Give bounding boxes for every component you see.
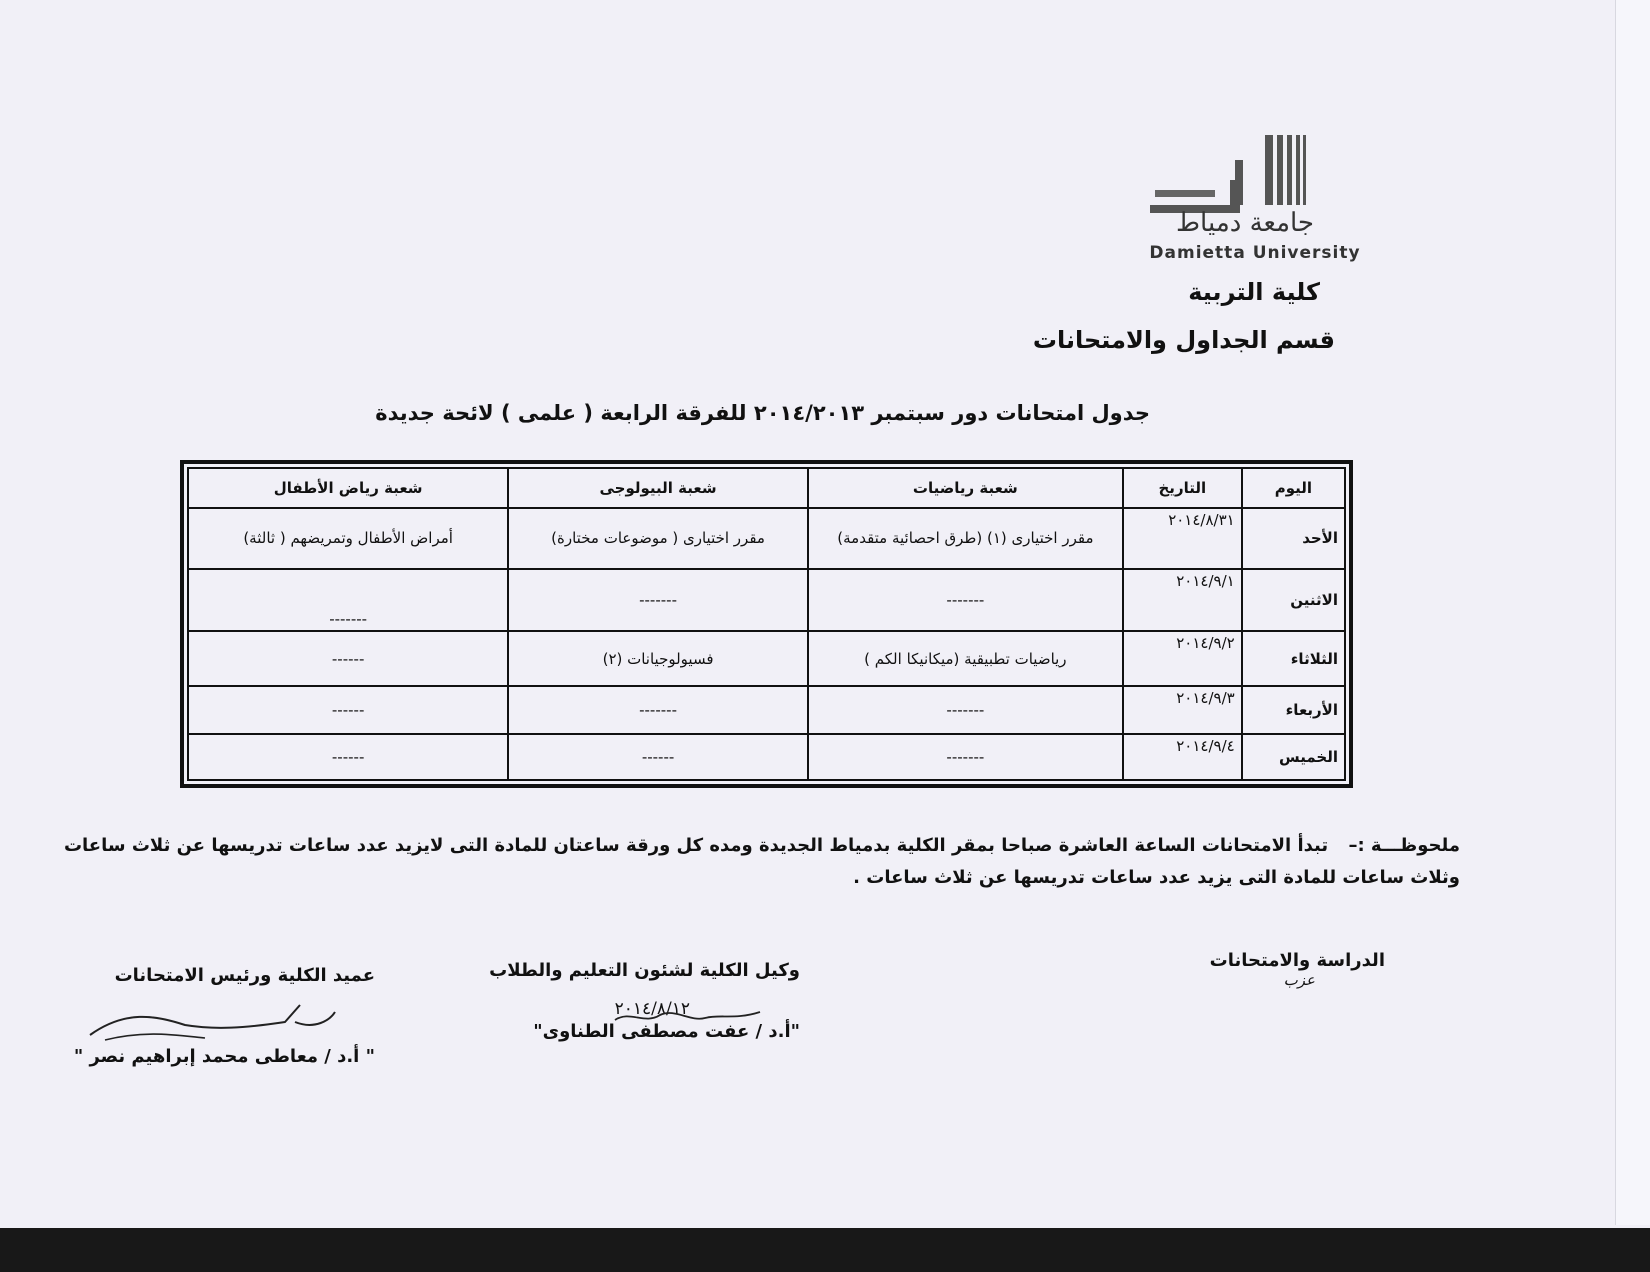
- table-row: [188, 631, 1345, 685]
- row-math: -------: [808, 569, 1123, 632]
- department-name: قسم الجداول والامتحانات: [1032, 326, 1335, 354]
- exam-note: [40, 830, 1460, 894]
- table-header-row: [188, 468, 1345, 508]
- dean-signature-icon: [85, 1000, 345, 1050]
- signature-studies: [1210, 950, 1385, 989]
- university-name-ar: جامعة دمياط: [1176, 208, 1314, 238]
- exam-schedule-table: [180, 460, 1353, 788]
- row-bio: -------: [508, 569, 808, 632]
- paper-edge: [1615, 0, 1650, 1225]
- studies-handwritten-mark: عزب: [1283, 971, 1315, 989]
- vice-dean-date: ٢٠١٤/٨/١٢: [614, 999, 690, 1019]
- row-day: الخميس: [1242, 734, 1345, 780]
- row-date: ٢٠١٤/٩/٤: [1123, 734, 1242, 780]
- row-bio: -------: [508, 686, 808, 734]
- table-row: [188, 508, 1345, 569]
- row-day: الأحد: [1242, 508, 1345, 569]
- row-kg: -------: [188, 569, 508, 632]
- table-row: [188, 686, 1345, 734]
- note-label: ملحوظـــة :–: [1348, 835, 1460, 856]
- table-row: [188, 734, 1345, 780]
- row-bio: ------: [508, 734, 808, 780]
- header-math: شعبة رياضيات: [808, 468, 1123, 508]
- vice-dean-name: "أ.د / عفت مصطفى الطناوى": [533, 1021, 800, 1042]
- header-day: اليوم: [1242, 468, 1345, 508]
- logo-mark-icon: [1135, 135, 1355, 215]
- note-text: تبدأ الامتحانات الساعة العاشرة صباحا بمقر الكلية بدمياط الجديدة ومده كل ورقة ساعتان للمادة التى لايزيد عدد ساعات تدريسها عن ثلاث ساعات وثلاث ساعات للمادة التى يزيد عدد ساعات تدريسها عن ثلاث ساعات .: [63, 835, 1460, 888]
- row-math: رياضيات تطبيقية (ميكانيكا الكم ): [808, 631, 1123, 685]
- row-day: الثلاثاء: [1242, 631, 1345, 685]
- studies-title: الدراسة والامتحانات: [1209, 950, 1385, 971]
- row-date: ٢٠١٤/٩/٣: [1123, 686, 1242, 734]
- document-title: جدول امتحانات دور سبتمبر ٢٠١٤/٢٠١٣ للفرقة الرابعة ( علمى ) لائحة جديدة: [375, 401, 1150, 425]
- row-day: الأربعاء: [1242, 686, 1345, 734]
- row-kg: ------: [188, 686, 508, 734]
- faculty-name: كلية التربية: [1188, 278, 1320, 306]
- row-kg: ------: [188, 631, 508, 685]
- vice-dean-title: وكيل الكلية لشئون التعليم والطلاب: [489, 960, 800, 981]
- university-name-en: Damietta University: [1149, 243, 1361, 263]
- vice-dean-signature-icon: [610, 1000, 770, 1030]
- row-date: ٢٠١٤/٩/١: [1123, 569, 1242, 632]
- table-row: [188, 569, 1345, 632]
- row-math: -------: [808, 734, 1123, 780]
- row-date: ٢٠١٤/٨/٣١: [1123, 508, 1242, 569]
- row-math: مقرر اختيارى (١) (طرق احصائية متقدمة): [808, 508, 1123, 569]
- header-bio: شعبة البيولوجى: [508, 468, 808, 508]
- university-logo: [1120, 135, 1370, 270]
- row-day: الاثنين: [1242, 569, 1345, 632]
- scanner-border: [0, 1228, 1650, 1272]
- row-bio: مقرر اختيارى ( موضوعات مختارة): [508, 508, 808, 569]
- dean-title: عميد الكلية ورئيس الامتحانات: [114, 965, 375, 986]
- row-bio: فسيولوجيانات (٢): [508, 631, 808, 685]
- row-math: -------: [808, 686, 1123, 734]
- header-date: التاريخ: [1123, 468, 1242, 508]
- dean-name: " أ.د / معاطى محمد إبراهيم نصر ": [73, 1046, 375, 1067]
- row-kg: أمراض الأطفال وتمريضهم ( ثالثة): [188, 508, 508, 569]
- row-date: ٢٠١٤/٩/٢: [1123, 631, 1242, 685]
- header-kg: شعبة رياض الأطفال: [188, 468, 508, 508]
- row-kg: ------: [188, 734, 508, 780]
